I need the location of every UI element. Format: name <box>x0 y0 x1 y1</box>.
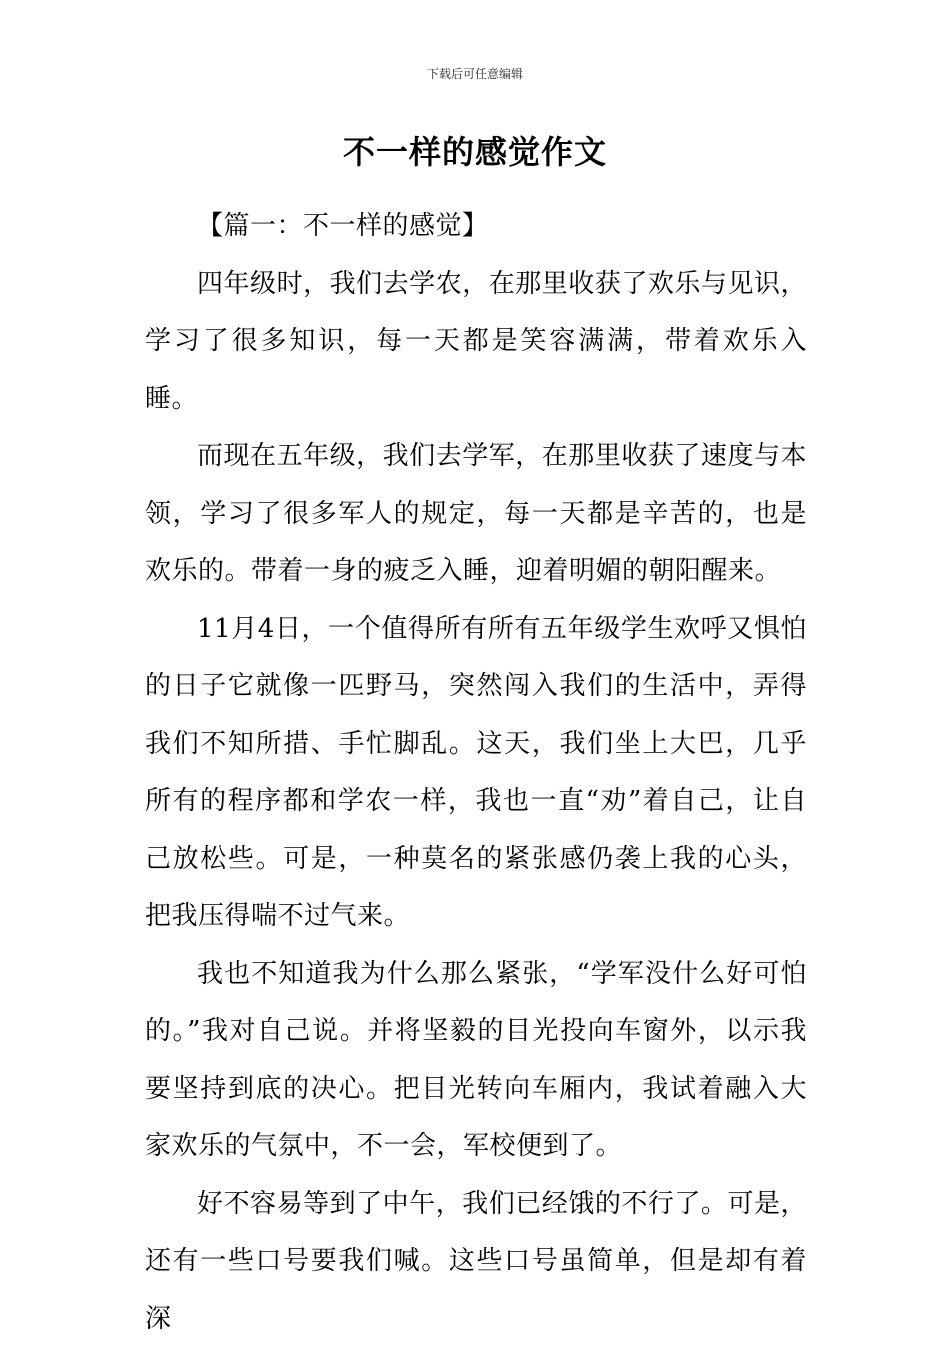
paragraph: 11月4日，一个值得所有所有五年级学生欢呼又惧怕的日子它就像一匹野马，突然闯入我们的生活中，弄得我们不知所措、手忙脚乱。这天，我们坐上大巴，几乎所有的程序都和学农一样，我也一直“劝”着自己，让自己放松些。可是，一种莫名的紧张感仍袭上我的心头，把我压得喘不过气来。 <box>145 601 807 946</box>
section-heading: 【篇一：不一样的感觉】 <box>145 198 807 256</box>
document-title: 不一样的感觉作文 <box>0 128 950 176</box>
paragraph: 四年级时，我们去学农，在那里收获了欢乐与见识，学习了很多知识，每一天都是笑容满满，带着欢乐入睡。 <box>145 256 807 429</box>
paragraph: 好不容易等到了中午，我们已经饿的不行了。可是，还有一些口号要我们喊。这些口号虽简单，但是却有着深 <box>145 1176 807 1348</box>
document-body <box>145 198 807 1348</box>
paragraph: 我也不知道我为什么那么紧张，“学军没什么好可怕的。”我对自己说。并将坚毅的目光投向车窗外，以示我要坚持到底的决心。把目光转向车厢内，我试着融入大家欢乐的气氛中，不一会，军校便到了。 <box>145 946 807 1176</box>
header-note: 下载后可任意编辑 <box>0 66 950 82</box>
paragraph: 而现在五年级，我们去学军，在那里收获了速度与本领，学习了很多军人的规定，每一天都是辛苦的，也是欢乐的。带着一身的疲乏入睡，迎着明媚的朝阳醒来。 <box>145 428 807 601</box>
